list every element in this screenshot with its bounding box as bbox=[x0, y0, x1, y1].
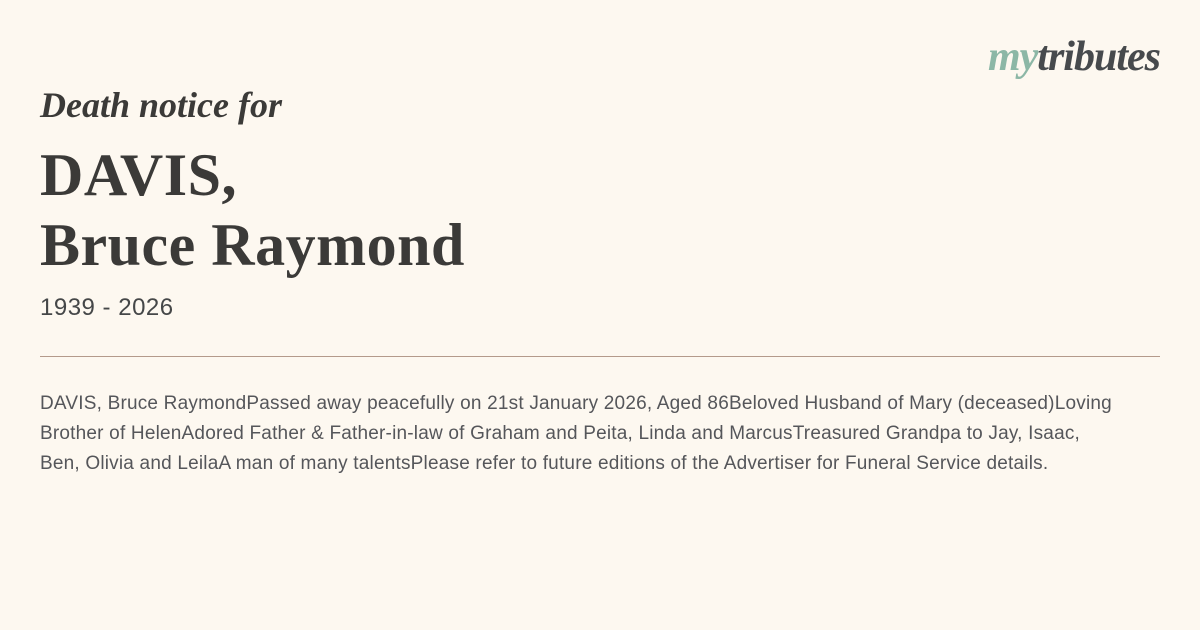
kicker-death-notice-for: Death notice for bbox=[40, 85, 282, 125]
mytributes-logo bbox=[988, 36, 1160, 78]
notice-body-text: DAVIS, Bruce RaymondPassed away peacefully on 21st January 2026, Aged 86Beloved Husband of Mary (deceased)Loving Brother of HelenAdored Father & Father-in-law of Graham and Peita, Linda and MarcusTreasured Grandpa to Jay, Isaac, Ben, Olivia and LeilaA man of many talentsPlease refer to future editions of the Advertiser for Funeral Service details. bbox=[40, 393, 1112, 475]
deceased-given-names: Bruce Raymond bbox=[40, 211, 465, 278]
logo-text-my: my bbox=[987, 34, 1038, 80]
deceased-name bbox=[40, 140, 1160, 280]
logo-text-tributes: tributes bbox=[1037, 34, 1160, 80]
divider-line bbox=[40, 356, 1160, 357]
life-years: 1939 - 2026 bbox=[40, 293, 174, 321]
deceased-surname: DAVIS, bbox=[40, 141, 237, 208]
